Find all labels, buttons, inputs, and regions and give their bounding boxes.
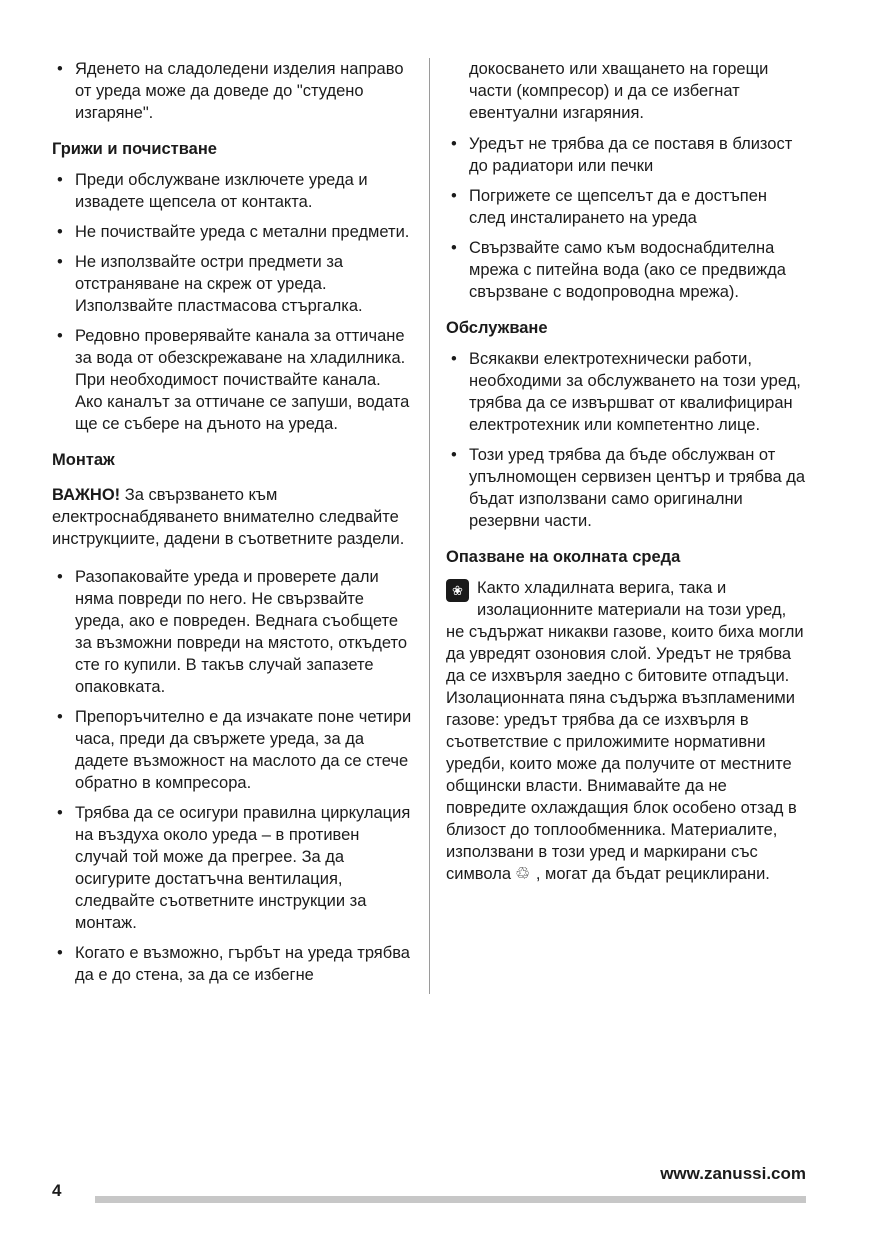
environment-paragraph <box>446 577 806 885</box>
list-item: • Яденето на сладоледени изделия направо от уреда може да доведе до "студено изгаряне". <box>52 58 412 124</box>
list-item: • Когато е възможно, гърбът на уреда трябва да е до стена, за да се избегне <box>52 942 412 986</box>
section-heading-service: Обслужване <box>446 319 548 337</box>
continuation-text: докосването или хващането на горещи части (компресор) и да се избегнат евентуални изгаряния. <box>469 60 769 122</box>
section-heading-installation: Монтаж <box>52 451 115 469</box>
footer-bar <box>95 1196 806 1203</box>
list-item: • Този уред трябва да бъде обслужван от упълномощен сервизен център и трябва да бъдат използвани само оригинални резервни части. <box>446 444 806 532</box>
flower-glyph: ❀ <box>452 583 463 598</box>
intro-bullet-list <box>52 58 412 124</box>
environment-text-after: , могат да бъдат рециклирани. <box>531 865 770 883</box>
service-bullet-list <box>446 348 806 532</box>
section-heading-environment: Опазване на околната среда <box>446 548 681 566</box>
installation-bullet-list-continued <box>446 133 806 303</box>
list-item: • Свързвайте само към водоснабдителна мрежа с питейна вода (ако се предвижда свързване с водопроводна мрежа). <box>446 237 806 303</box>
list-item: • Всякакви електротехнически работи, необходими за обслужването на този уред, трябва да се извършват от квалифициран електротехник или компетентно лице. <box>446 348 806 436</box>
page-number: 4 <box>52 1181 62 1200</box>
list-item: • Препоръчително е да изчакате поне четири часа, преди да свържете уреда, за да дадете възможност на маслото да се стече обратно в компресора. <box>52 706 412 794</box>
website-url: www.zanussi.com <box>660 1164 806 1183</box>
list-item: • Уредът не трябва да се поставя в близост до радиатори или печки <box>446 133 806 177</box>
right-column <box>446 58 806 885</box>
list-item: • Преди обслужване изключете уреда и извадете щепсела от контакта. <box>52 169 412 213</box>
list-item: • Погрижете се щепселът да е достъпен след инсталирането на уреда <box>446 185 806 229</box>
column-divider <box>429 58 430 994</box>
environment-text-before: Както хладилната верига, така и изолационните материали на този уред, не съдържат никакви газове, които биха могли да увредят озоновия слой. Уредът не трябва да се изхвърля заедно с битовите отпадъци. Изолационната пяна съдържа възпламеними газове: уредът трябва да се изхвърля в съответствие с приложимите нормативни уредби, които може да получите от местните общински власти. Внимавайте да не повредите охлаждащия блок особено отзад в близост до топлообменника. Материалите, използвани в този уред и маркирани със символа <box>446 579 804 883</box>
installation-bullet-list <box>52 566 412 986</box>
left-column <box>52 58 412 994</box>
important-note <box>52 484 412 550</box>
list-item: • Не използвайте остри предмети за отстраняване на скреж от уреда. Използвайте пластмасова стъргалка. <box>52 251 412 317</box>
recycle-icon: ♲ <box>515 864 531 883</box>
list-item: • Разопаковайте уреда и проверете дали няма повреди по него. Не свързвайте уреда, ако е повреден. Веднага съобщете за възможни повреди на мястото, откъдето сте го купили. В такъв случай запазете опаковката. <box>52 566 412 698</box>
list-item: • Трябва да се осигури правилна циркулация на въздуха около уреда – в противен случай той може да прегрее. За да осигурите достатъчна вентилация, следвайте съответните инструкции за монтаж. <box>52 802 412 934</box>
important-text: За свързването към електроснабдяването внимателно следвайте инструкциите, дадени в съответните раздели. <box>52 486 405 548</box>
ozone-safe-icon <box>446 579 469 602</box>
section-heading-care: Грижи и почистване <box>52 140 217 158</box>
list-item: • Редовно проверявайте канала за оттичане за вода от обезскрежаване на хладилника. При необходимост почиствайте канала. Ако каналът за оттичане се запуши, водата ще се събере на дъното на уреда. <box>52 325 412 435</box>
list-item: • Не почиствайте уреда с метални предмети. <box>52 221 412 243</box>
care-bullet-list <box>52 169 412 435</box>
important-label: ВАЖНО! <box>52 486 121 504</box>
